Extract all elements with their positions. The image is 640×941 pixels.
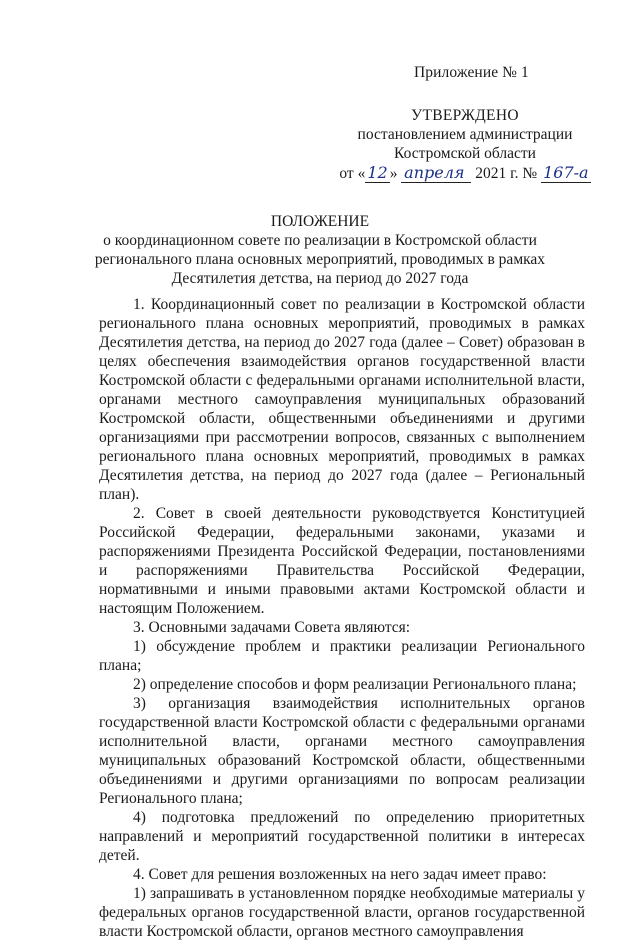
document-subtitle-line-3: Десятилетия детства, на период до 2027 года xyxy=(171,270,469,287)
handwritten-month: апреля xyxy=(401,163,471,183)
handwritten-doc-number: 167-а xyxy=(543,163,589,182)
list-item-3-2: 2) определение способов и форм реализации Регионального плана; xyxy=(133,676,577,693)
document-heading xyxy=(60,212,580,288)
list-item-4-1: 1) запрашивать в установленном порядке необходимые материалы у федеральных органов государственной власти, органов государственной власти Костромской области, органов местного самоуправления xyxy=(99,885,585,940)
approved-by-line-1: постановлением администрации xyxy=(357,126,573,143)
date-year: 2021 г. № xyxy=(471,165,542,182)
annex-label: Приложение № 1 xyxy=(414,64,529,81)
list-item-3-4: 4) подготовка предложений по определению приоритетных направлений и мероприятий государственной политики в интересах детей. xyxy=(99,809,585,864)
document-subtitle-line-2: регионального плана основных мероприятий, проводимых в рамках xyxy=(94,251,546,268)
list-item-3-3: 3) организация взаимодействия исполнительных органов государственной власти Костромской области с федеральными органами исполнительной власти, органами местного самоуправления муниципальных образований Костромской области, общественными объединениями и другими организациями по вопросам реализации Регионального плана; xyxy=(99,695,585,807)
document-subtitle-line-1: о координационном совете по реализации в Костромской области xyxy=(103,232,537,249)
paragraph-2: 2. Совет в своей деятельности руководствуется Конституцией Российской Федерации, федеральными законами, указами и распоряжениями Президента Российской Федерации, постановлениями и распоряжениями Правительства Российской Федерации, нормативными и иными правовыми актами Костромской области и настоящим Положением. xyxy=(99,505,585,617)
paragraph-4: 4. Совет для решения возложенных на него задач имеет право: xyxy=(133,866,547,883)
approved-stamp-title: УТВЕРЖДЕНО xyxy=(411,107,519,124)
document-title: ПОЛОЖЕНИЕ xyxy=(270,213,370,230)
approval-block xyxy=(330,106,600,183)
paragraph-3: 3. Основными задачами Совета являются: xyxy=(133,619,411,636)
document-body xyxy=(99,295,585,941)
date-mid: » xyxy=(389,165,402,182)
date-prefix: от « xyxy=(339,165,366,182)
paragraph-1: 1. Координационный совет по реализации в Костромской области регионального плана основных мероприятий, проводимых в рамках Десятилетия детства, на период до 2027 года (далее – Совет) образован в целях обеспечения взаимодействия органов государственной власти Костромской области с федеральными органами исполнительной власти, органами местного самоуправления муниципальных образований Костромской области, общественными объединениями и другими организациями при рассмотрении вопросов, связанных с выполнением регионального плана основных мероприятий, проводимых в рамках Десятилетия детства, на период до 2027 года (далее – Региональный план). xyxy=(99,296,585,503)
approved-by-line-2: Костромской области xyxy=(394,145,536,162)
approval-date-line xyxy=(330,163,600,183)
list-item-3-1: 1) обсуждение проблем и практики реализации Регионального плана; xyxy=(99,638,585,674)
handwritten-day: 12 xyxy=(367,163,388,182)
